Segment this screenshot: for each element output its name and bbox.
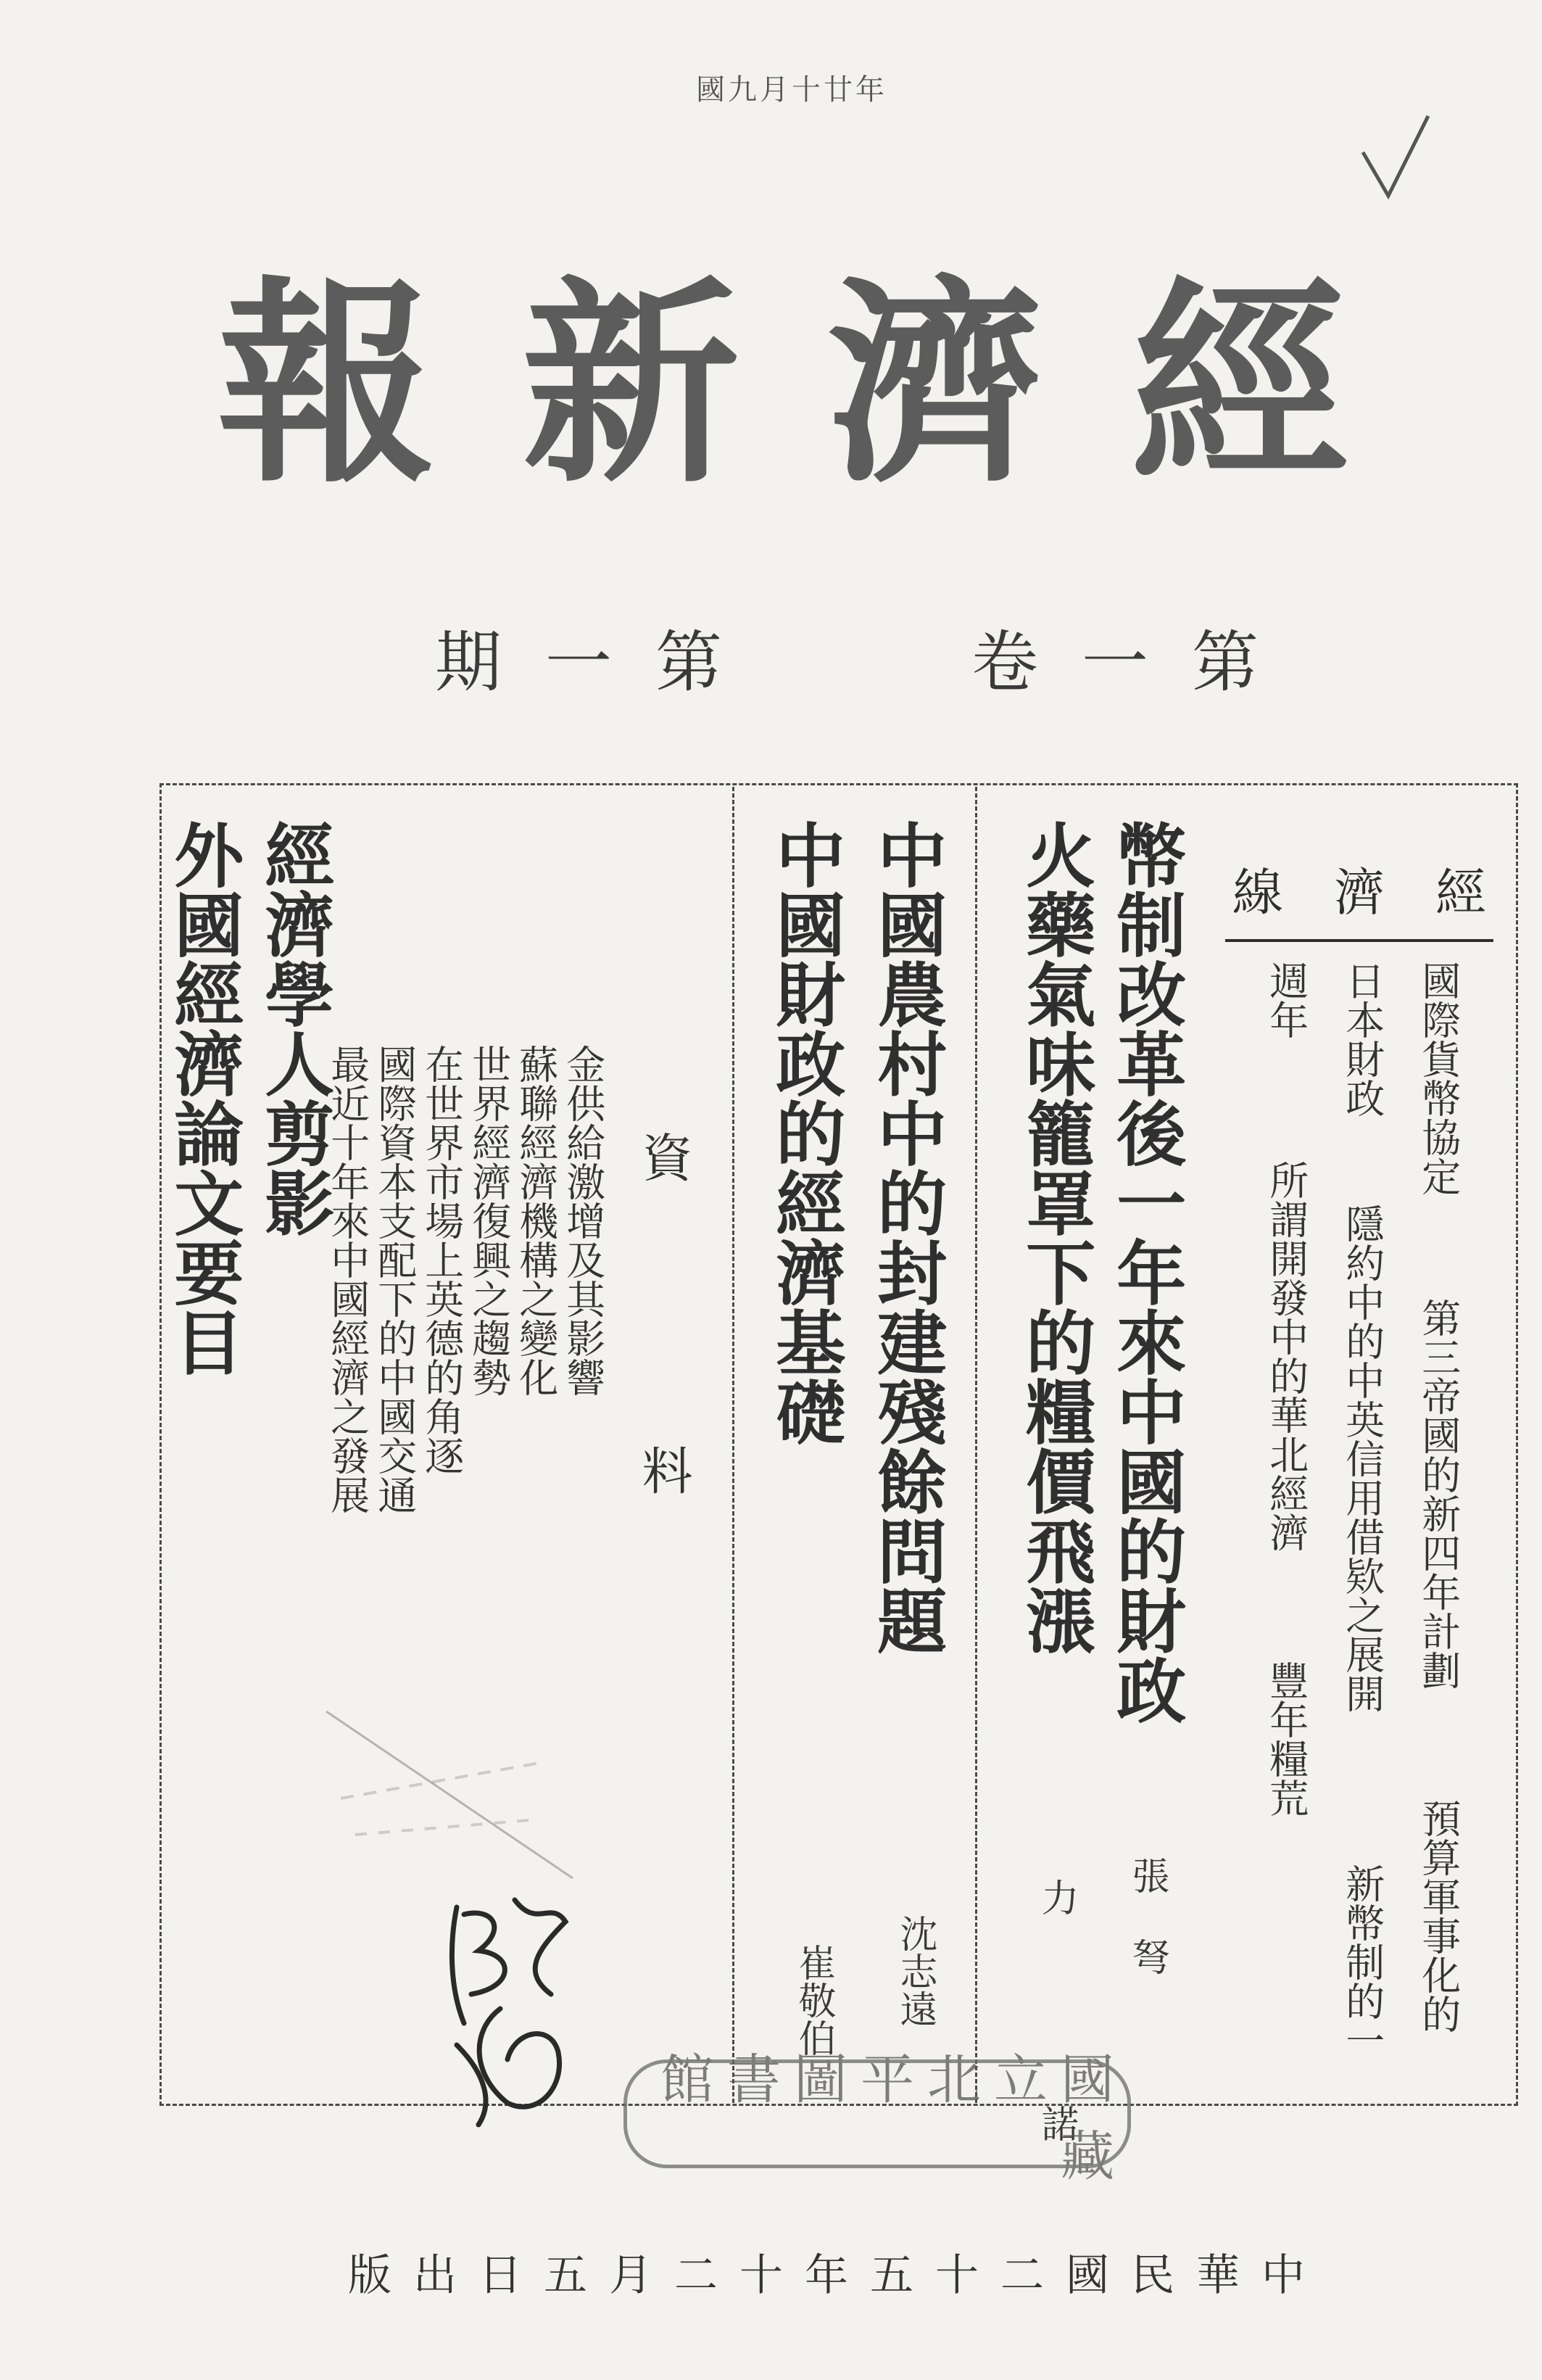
article-author-2: 力 諾 [1035, 1878, 1078, 2215]
econ-line-item-4: 日本財政 [1339, 961, 1385, 1117]
masthead-title-text: 經濟新報 [217, 256, 1435, 512]
econ-line-item-8: 所謂開發中的華北經濟 [1263, 1160, 1309, 1552]
article-title-4: 中國財政的經濟基礎 [764, 819, 847, 1446]
econ-line-item-2: 第三帝國的新四年計劃 [1415, 1298, 1462, 1690]
econ-line-item-1: 國際貨幣協定 [1415, 961, 1462, 1196]
econ-line-item-3: 預算軍事化的 [1415, 1798, 1462, 2033]
column-divider-left [732, 787, 734, 2103]
faint-stamp-marks [312, 1690, 587, 1893]
library-stamp [623, 2049, 1131, 2188]
econ-line-item-5: 隱約中的中英信用借欵之展開 [1339, 1204, 1385, 1713]
materials-item-1: 金供給激增及其影響 [560, 1044, 606, 1397]
issue-label [435, 609, 766, 705]
econ-line-item-7: 週年 [1263, 961, 1309, 1039]
left-item-1: 經濟學人剪影 [253, 819, 336, 1237]
econ-line-item-6: 新幣制的一 [1339, 1864, 1385, 2059]
column-divider-right [975, 787, 977, 2103]
materials-item-2: 蘇聯經濟機構之變化 [513, 1044, 559, 1397]
article-author-4: 崔敬伯 [792, 1943, 835, 2057]
article-title-1: 幣制改革後一年來中國的財政 [1105, 819, 1187, 1724]
materials-item-3: 世界經濟復興之趨勢 [465, 1044, 512, 1397]
materials-header: 資 料 [634, 1131, 693, 1597]
materials-item-6: 最近十年來中國經濟之發展 [324, 1044, 370, 1514]
top-date-note: 國九月十廿年 [696, 73, 887, 107]
volume-label [971, 609, 1302, 705]
article-title-3: 中國農村中的封建殘餘問題 [866, 819, 948, 1655]
volume-text: 第一卷 [971, 624, 1303, 701]
materials-item-5: 國際資本支配下的中國交通 [371, 1044, 418, 1514]
issue-text: 第一期 [435, 624, 766, 701]
econ-line-item-9: 豐年糧荒 [1263, 1661, 1309, 1817]
materials-item-4: 在世界市場上英德的角逐 [418, 1044, 465, 1475]
library-stamp-text: 國立北平圖書館藏 [660, 2049, 1127, 2188]
section-header-econ-line: 經濟線 [1232, 863, 1537, 922]
masthead-title [217, 256, 1435, 512]
left-item-2: 外國經濟論文要目 [162, 819, 245, 1376]
check-mark-icon [1356, 109, 1435, 210]
article-title-2: 火藥氣味籠罩下的糧價飛漲 [1014, 819, 1097, 1655]
article-author-3: 沈志遠 [893, 1914, 937, 2028]
section-rule [1225, 939, 1493, 942]
publication-date-text: 中華民國二十五年十二月五日出版 [348, 2250, 1327, 2301]
publication-date [348, 2241, 1327, 2303]
handwritten-signature [428, 1885, 587, 2139]
article-author-1: 張 弩 [1125, 1856, 1169, 1975]
